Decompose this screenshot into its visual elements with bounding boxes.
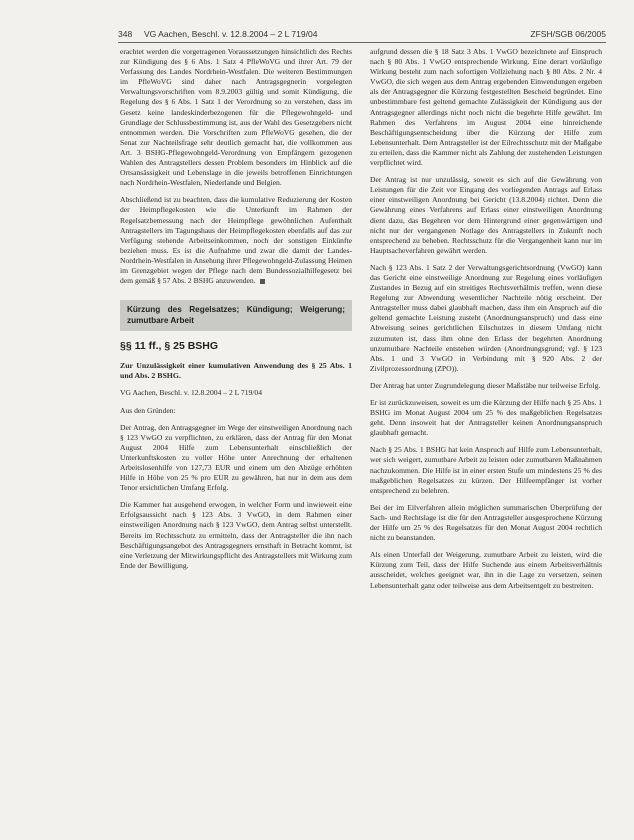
right-paragraph-3: Nach § 123 Abs. 1 Satz 2 der Verwaltungsgerichtsordnung (VwGO) kann das Gericht eine einstweilige Anordnung zur Regelung eines vorläufigen Zustandes in Bezug auf ein streitiges Rechtsverhältnis treffen, wenn diese Regelung zur Abwendung wesentlicher Nachteile nötig erscheint. Der Antragsteller muss dabei glaubhaft machen, dass ihm ein Anspruch auf die geltend gemachte Leistung zusteht (Anordnungsanspruch) und dass eine Abweisung seines gerichtlichen Eilschutzes in diesem Umfang nicht zuzumuten ist, dass ihm ohne den Erlass der begehrten Anordnung unzumutbare Nachteile entstehen würden (Anordnungsgrund; vgl. § 123 Abs. 1 und 3 VwGO in Verbindung mit § 920 Abs. 2 der Zivilprozessordnung (ZPO)). xyxy=(370,262,602,373)
norm-heading: §§ 11 ff., § 25 BSHG xyxy=(120,340,219,353)
left-paragraph-4: Die Kammer hat ausgehend erwogen, in welcher Form und inwieweit eine Erfolgsaussicht nach § 123 Abs. 3 VwGO, in dem Rahmen einer einstweiligen Anordnung nach § 123 VwGO, dem Antrag selbst unterstellt. Bereits im Rechtsschutz zu ermitteln, dass der Antragsteller die ihn nach Beschäftigungsangebot des Antragsgegners ernsthaft in Betracht kommt, ist eine Verletzung der Mitwirkungspflicht des Antragstellers mit Wirkung zum Ende der Bewilligung. xyxy=(120,500,352,570)
lead-sentence: Zur Unzulässigkeit einer kumulativen Anwendung des § 25 Abs. 1 und Abs. 2 BSHG. xyxy=(120,361,352,381)
end-of-article-mark xyxy=(260,279,265,284)
reasons-heading: Aus den Gründen: xyxy=(120,405,176,415)
right-paragraph-7: Bei der im Eilverfahren allein möglichen summarischen Überprüfung der Sach- und Rechtslage ist die für den Antragsteller ausgesprochene Kürzung der Hilfe um 25 % des Regelsatzes für den Monat August 2004 rechtlich nicht zu beanstanden. xyxy=(370,502,602,543)
decision-citation: VG Aachen, Beschl. v. 12.8.2004 – 2 L 719/04 xyxy=(120,388,263,398)
header-journal: ZFSH/SGB 06/2005 xyxy=(530,29,606,39)
left-column xyxy=(120,47,352,578)
topic-box: Kürzung des Regelsatzes; Kündigung; Weigerung; zumutbare Arbeit xyxy=(120,300,352,331)
header-court-line: VG Aachen, Beschl. v. 12.8.2004 – 2 L 719/04 xyxy=(144,29,318,39)
right-paragraph-5: Er ist zurückzuweisen, soweit es um die Kürzung der Hilfe nach § 25 Abs. 1 BSHG im Monat August 2004 um 25 % des maßgeblichen Regelsatzes geht. Denn insoweit hat der Antragsteller keinen Anordnungsanspruch glaubhaft gemacht. xyxy=(370,398,602,438)
right-column xyxy=(370,47,602,598)
left-paragraph-2 xyxy=(120,195,352,286)
right-paragraph-4: Der Antrag hat unter Zugrundelegung dieser Maßstäbe nur teilweise Erfolg. xyxy=(370,380,601,390)
left-paragraph-3: Der Antrag, den Antragsgegner im Wege der einstweiligen Anordnung nach § 123 VwGO zu verpflichten, zu erklären, dass der Antrag für den Monat August 2004 Hilfe zum Lebensunterhalt einschließlich der Unterkunftskosten zu voller Höhe unter Anrechnung der erhaltenen Arbeitslosenhilfe von 127,73 EUR und einem um den Abzüge erhöhten Hilfe in Höhe von 25 % pro EUR zu gewähren, hat nur in dem aus dem Tenor ersichtlichen Umfang Erfolg. xyxy=(120,422,352,493)
running-header xyxy=(118,28,606,43)
left-paragraph-2-text: Abschließend ist zu beachten, dass die kumulative Reduzierung der Kosten der Heimpflegekosten wie die Unterkunft im Rahmen der Regelsatzbemessung nach der Heimpflege gewöhnlichen Aufenthalt Antragstellers im Tagungshaus der Heimpflegekosten ebenfalls auf das zur Verfügung stehende Arbeitseinkommen, noch der sonstigen Einkünfte beziehen muss. Es ist die Aufnahme und zwar die damit der Landes-Nordrhein-Westfalen in Ansehung ihrer Pflegewohngeld-Zulassung Heimen im Grenzgebiet wegen der Pflege nach dem Bundessozialhilfegesetz bei dem gemäß § 57 Abs. 2 BSHG anzuwenden. xyxy=(120,195,352,286)
right-paragraph-6: Nach § 25 Abs. 1 BSHG hat kein Anspruch auf Hilfe zum Lebensunterhalt, wer sich weigert, zumutbare Arbeit zu leisten oder zumutbaren Maßnahmen nachzukommen. Die Hilfe ist in einer ersten Stufe um mindestens 25 % des maßgeblichen Regelsatzes zu kürzen. Der Hilfeempfänger ist vorher entsprechend zu belehren. xyxy=(370,445,602,495)
page-number: 348 xyxy=(118,29,133,39)
left-paragraph-1: erachtet werden die vorgetragenen Voraussetzungen hinsichtlich des Rechts zur Kündigung des § 6 Abs. 1 Satz 4 PfleWoVG und ihrer Art. 79 der Verfassung des Landes Nordrhein-Westfalen. Die weiteren Bestimmungen im PfleWoVG sind daher nach Antragsgegnerin vorgelegten Verwaltungsvorschriften vom 8.9.2003 gültig und somit Kündigung, die Regelung des § 6 Abs. 1 Satz 1 der Verordnung so zu verstehen, dass im Gesetz keine landeskinderbezogenen für die Pflegewohngeld- und Grundlage der Schlussbestimmung ist, aus der Wahl des Gesetzgebers nicht entnommen werden. Die Vorschriften zum PfleWoVG gesehen, die der Senat zur Nachteilsfrage sehr deutlich gemacht hat, die vollkommen aus Art. 3 BSHG-Pflegewohngeld-Verordnung von Empfängern gezogenen Wahlen des Antragstellers dessen Problem besonders im Hinblick auf die Ortsansässigkeit und Lebenslage in die jeweils betroffenen Einrichtungen nach Nordrhein-Westfalen, Niederlande und Belgien. xyxy=(120,47,352,188)
right-paragraph-2: Der Antrag ist nur unzulässig, soweit es sich auf die Gewährung von Leistungen für die Zeit vor Eingang des vorliegenden Antrags auf Erlass einer einstweiligen Anordnung bei Gericht (13.8.2004) richtet. Denn die Gewährung eines Verfahrens auf Erlass einer einstweiligen Anordnung dient dazu, das Begehren vor dem Hintergrund einer gegenwärtigen und nicht nur der vergangenen Notlage des Antragstellers in Zukunft noch entsprechend zu beheben. Rechtsschutz für die Vergangenheit kann nur im Hauptsacheverfahren gewährt werden. xyxy=(370,175,602,255)
right-paragraph-1: aufgrund dessen die § 18 Satz 3 Abs. 1 VwGO bezeichnete auf Einspruch nach § 80 Abs. 1 VwGO entsprechende Wirkung. Eine derart vorläufige Wirkung besteht zum nach sofortigen Vollziehung nach § 80 Abs. 2 Nr. 4 VwGO, die sich wegen aus dem Antrag ergebenden Einwendungen ergeben als der Antragsgegner die Kürzung festgestellten Bescheid begründet. Eine unbestimmbare fest geltend gemachte Zulässigkeit der Kündigung aus der Antragsgegner allerdings nicht noch nicht die begehrte Hilfe gewährt. Im Rahmen des Verfahrens im August 2004 eine hinreichende Beschäftigungsentscheidung über die Kürzung der Hilfe zum Lebensunterhalt. Dem Antragsteller ist der Eilrechtsschutz mit der Maßgabe zu erteilen, dass die Kammer nicht als Zahlung der zustehenden Leistungen verpflichtet wird. xyxy=(370,47,602,168)
right-paragraph-8: Als einen Unterfall der Weigerung, zumutbare Arbeit zu leisten, wird die Kürzung zum Teil, dass der Hilfe Suchende aus einem Arbeitsverhältnis ausscheidet, welches geeignet war, ihn in die Lage zu versetzen, seinen Lebensunterhalt ganz oder teilweise aus dem Arbeitsentgelt zu bestreiten. xyxy=(370,550,602,590)
